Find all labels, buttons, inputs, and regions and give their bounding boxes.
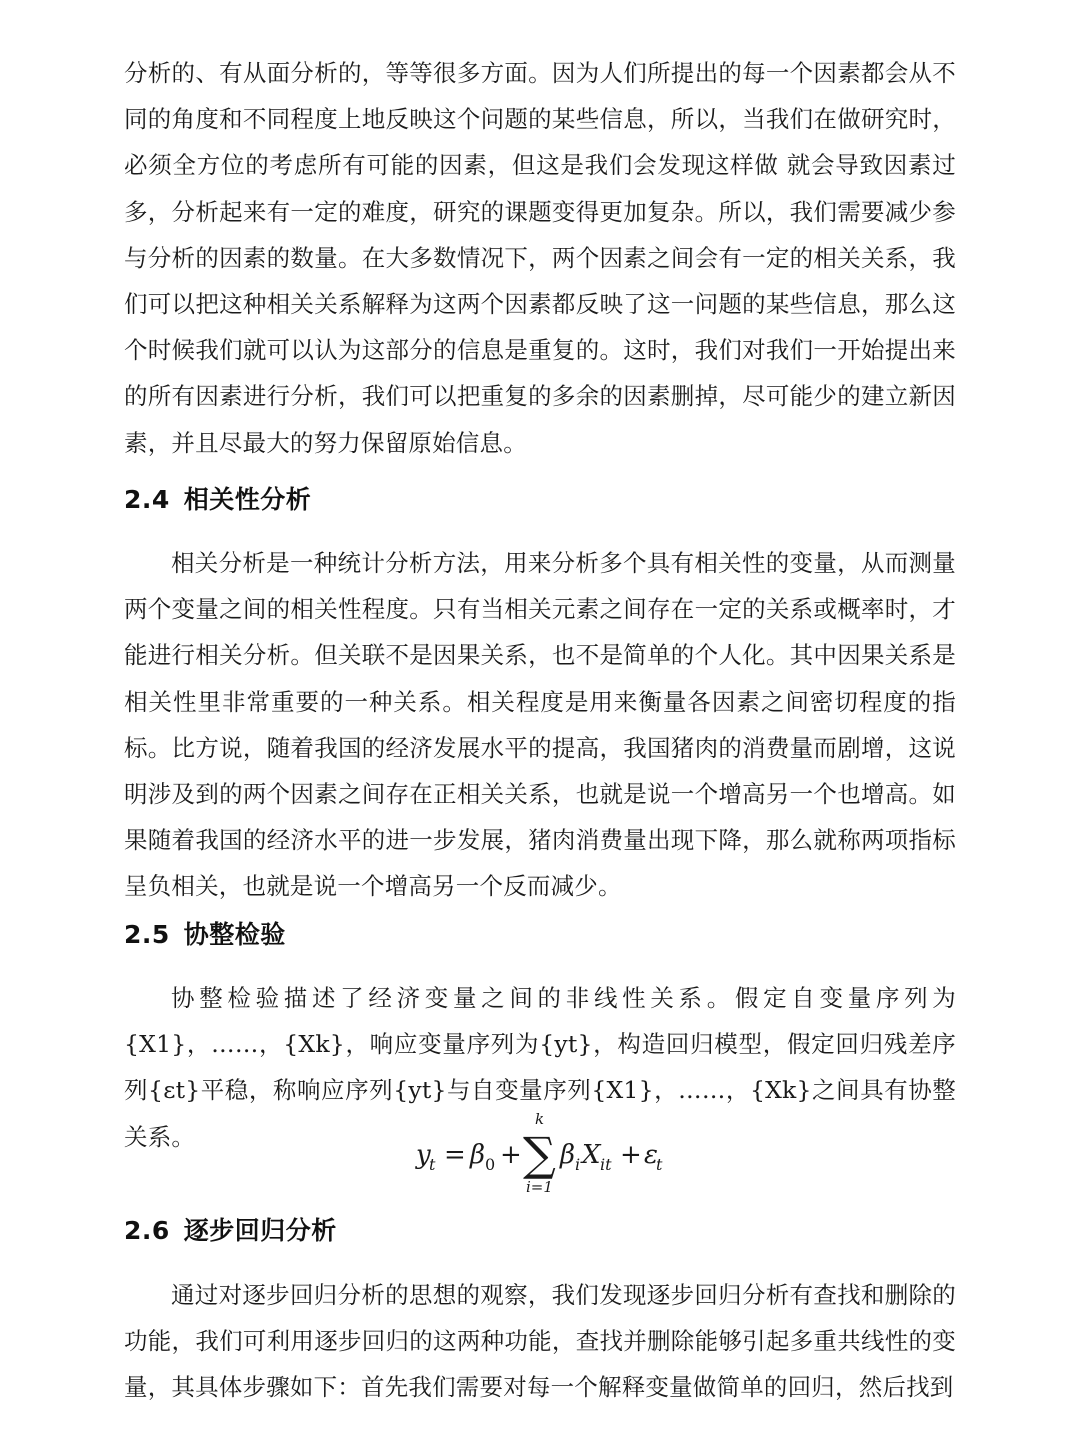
formula-equals: = xyxy=(444,1140,466,1170)
formula-y: y xyxy=(416,1140,431,1170)
paragraph-stepwise-regression: 通过对逐步回归分析的思想的观察，我们发现逐步回归分析有查找和删除的功能，我们可利用逐步回归的这两种功能，查找并删除能够引起多重共线性的变量，其具体步骤如下：首先我们需要对每一个解释变量做简单的回归，然后找到 xyxy=(124,1281,956,1402)
section-title: 协整检验 xyxy=(183,920,286,949)
paragraph-correlation-analysis: 相关分析是一种统计分析方法，用来分析多个具有相关性的变量，从而测量两个变量之间的相关性程度。只有当相关元素之间存在一定的关系或概率时，才能进行相关分析。但关联不是因果关系，也不是简单的个人化。其中因果关系是相关性里非常重要的一种关系。相关程度是用来衡量各因素之间密切程度的指标。比方说，随着我国的经济发展水平的提高，我国猪肉的消费量而剧增，这说明涉及到的两个因素之间存在正相关关系，也就是说一个增高另一个也增高。如果随着我国的经济水平的进一步发展，猪肉消费量出现下降，那么就称两项指标呈负相关，也就是说一个增高另一个反而减少。 xyxy=(124,549,956,901)
formula-beta: β xyxy=(560,1140,576,1170)
formula-epsilon: ε xyxy=(644,1140,658,1170)
regression-formula xyxy=(124,1110,956,1200)
section-title: 逐步回归分析 xyxy=(183,1216,337,1245)
formula-sum-lower: i=1 xyxy=(526,1178,553,1196)
section-heading-2-5 xyxy=(124,920,286,950)
paragraph-continuation: 分析的、有从面分析的，等等很多方面。因为人们所提出的每一个因素都会从不同的角度和不同程度上地反映这个问题的某些信息，所以，当我们在做研究时，必须全方位的考虑所有可能的因素，但这是我们会发现这样做 就会导致因素过多，分析起来有一定的难度，研究的课题变得更加复杂。所以，我们需要减少参与分析的因素的数量。在大多数情况下，两个因素之间会有一定的相关关系，我们可以把这种相关关系解释为这两个因素都反映了这一问题的某些信息，那么这个时候我们就可以认为这部分的信息是重复的。这时，我们对我们一开始提出来的所有因素进行分析，我们可以把重复的多余的因素删掉，尽可能少的建立新因素，并且尽最大的努力保留原始信息。 xyxy=(124,59,956,457)
formula-plus-2: + xyxy=(620,1140,642,1170)
paragraph-cointegration-test: 协整检验描述了经济变量之间的非线性关系。假定自变量序列为{X1}，……，{Xk}，响应变量序列为{yt}，构造回归模型，假定回归残差序列{εt}平稳，称响应序列{yt}与自变量序列{X1}，……，{Xk}之间具有协整关系。 xyxy=(124,984,956,1151)
section-title: 相关性分析 xyxy=(183,485,312,514)
formula-x: X xyxy=(582,1140,601,1170)
formula-beta0-subscript: 0 xyxy=(485,1155,496,1174)
formula-y-subscript: t xyxy=(429,1155,436,1174)
formula-plus-1: + xyxy=(500,1140,522,1170)
formula-beta-subscript: i xyxy=(575,1155,581,1174)
formula-sum-upper: k xyxy=(535,1110,545,1128)
section-heading-2-6 xyxy=(124,1216,337,1246)
section-number: 2.4 xyxy=(124,485,170,514)
formula-epsilon-subscript: t xyxy=(656,1155,663,1174)
section-heading-2-4 xyxy=(124,485,311,515)
formula-beta0: β xyxy=(470,1140,486,1170)
section-number: 2.5 xyxy=(124,920,170,949)
section-number: 2.6 xyxy=(124,1216,170,1245)
formula-x-subscript: it xyxy=(600,1155,612,1174)
formula-sum: ∑ xyxy=(523,1127,556,1181)
